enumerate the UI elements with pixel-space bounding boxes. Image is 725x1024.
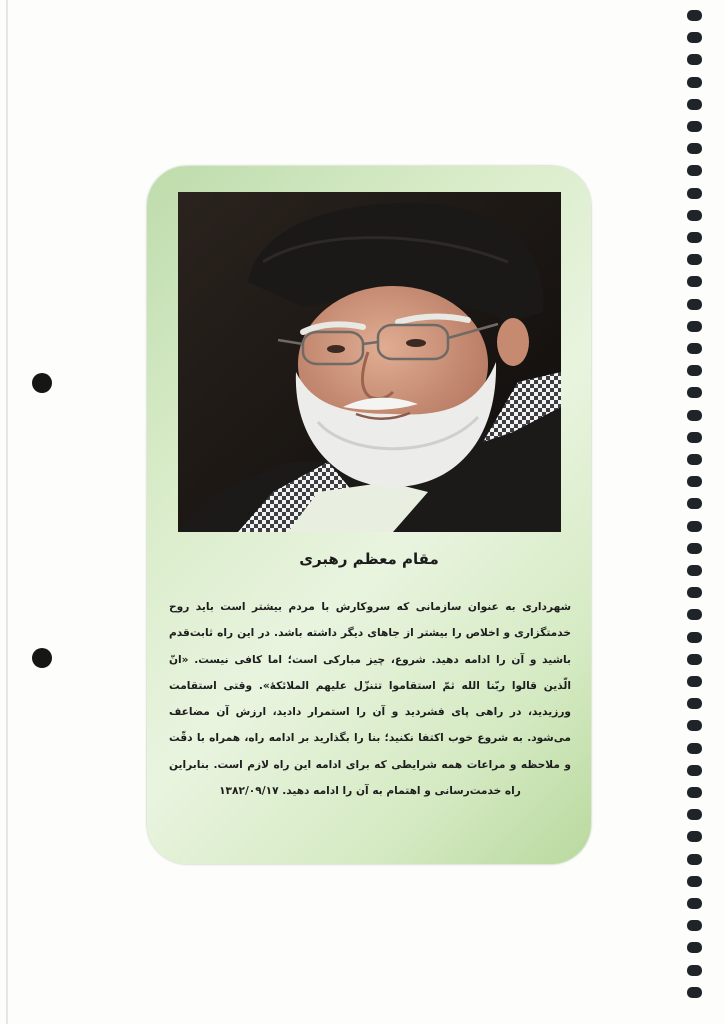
spiral-ring bbox=[687, 321, 702, 332]
spiral-ring bbox=[687, 854, 702, 865]
spiral-ring bbox=[687, 188, 702, 199]
spiral-ring bbox=[687, 565, 702, 576]
spiral-ring bbox=[687, 343, 702, 354]
spiral-ring bbox=[687, 720, 702, 731]
spiral-ring bbox=[687, 99, 702, 110]
spiral-ring bbox=[687, 632, 702, 643]
spiral-ring bbox=[687, 942, 702, 953]
spiral-binding bbox=[687, 10, 703, 1014]
spiral-ring bbox=[687, 365, 702, 376]
spiral-ring bbox=[687, 831, 702, 842]
punch-hole bbox=[32, 373, 52, 393]
quote-card bbox=[147, 166, 591, 864]
spiral-ring bbox=[687, 454, 702, 465]
spiral-ring bbox=[687, 543, 702, 554]
spiral-ring bbox=[687, 876, 702, 887]
spiral-ring bbox=[687, 77, 702, 88]
spiral-ring bbox=[687, 765, 702, 776]
spiral-ring bbox=[687, 476, 702, 487]
spiral-ring bbox=[687, 743, 702, 754]
spiral-ring bbox=[687, 987, 702, 998]
spiral-ring bbox=[687, 654, 702, 665]
spiral-ring bbox=[687, 32, 702, 43]
punch-hole bbox=[32, 648, 52, 668]
spiral-ring bbox=[687, 10, 702, 21]
spiral-ring bbox=[687, 143, 702, 154]
portrait-photo bbox=[178, 192, 561, 532]
spiral-ring bbox=[687, 410, 702, 421]
spiral-ring bbox=[687, 521, 702, 532]
spiral-ring bbox=[687, 432, 702, 443]
spiral-ring bbox=[687, 210, 702, 221]
spiral-ring bbox=[687, 587, 702, 598]
spiral-ring bbox=[687, 299, 702, 310]
spiral-ring bbox=[687, 498, 702, 509]
spiral-ring bbox=[687, 54, 702, 65]
spiral-ring bbox=[687, 965, 702, 976]
spiral-ring bbox=[687, 787, 702, 798]
quote-text: شهرداری به عنوان سازمانی که سروکارش با مردم بیشتر است باید روح خدمتگزاری و اخلاص را بیشتر از جاهای دیگر داشته باشد. در این راه ثابت‌قدم باشید و آن را ادامه دهید. شروع، چیز مبارکی است؛ اما کافی نیست. «انّ الّذین قالوا ربّنا الله ثمّ استقاموا تتنزّل علیهم الملائکهٔ». وقتی استقامت ورزیدید، در راهی پای فشردید و آن را استمرار دادید، ارزش آن مضاعف می‌شود. به شروع خوب اکتفا نکنید؛ بنا را بگذارید بر ادامه راه، همراه با دقّت و ملاحظه و مراعات همه شرایطی که برای ادامه این راه لازم است. بنابراین راه خدمت‌رسانی و اهتمام به آن را ادامه دهید. ۱۳۸۲/۰۹/۱۷ bbox=[169, 601, 571, 798]
spiral-ring bbox=[687, 676, 702, 687]
spiral-ring bbox=[687, 698, 702, 709]
spiral-ring bbox=[687, 121, 702, 132]
spiral-ring bbox=[687, 809, 702, 820]
spiral-ring bbox=[687, 232, 702, 243]
spiral-ring bbox=[687, 254, 702, 265]
spiral-ring bbox=[687, 387, 702, 398]
spiral-ring bbox=[687, 609, 702, 620]
page-edge bbox=[6, 0, 8, 1024]
spiral-ring bbox=[687, 920, 702, 931]
spiral-ring bbox=[687, 898, 702, 909]
spiral-ring bbox=[687, 276, 702, 287]
spiral-ring bbox=[687, 165, 702, 176]
card-title: مقام معظم رهبری bbox=[299, 550, 439, 568]
